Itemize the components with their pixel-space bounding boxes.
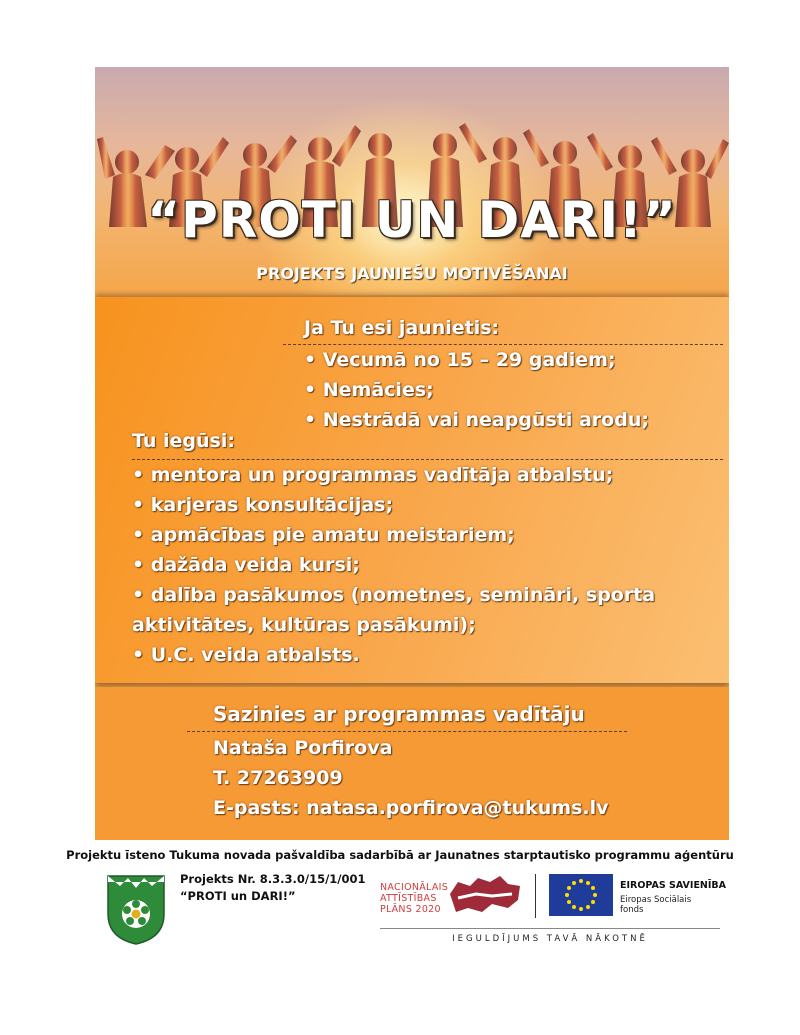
eu-sub-line: Eiropas Sociālais [620,895,692,905]
eu-flag-icon [549,874,613,916]
poster [95,67,729,840]
benefits-heading: Tu iegūsi: [132,430,235,452]
benefit-item: • dažāda veida kursi; [132,554,360,576]
conditions-heading: Ja Tu esi jaunietis: [304,317,500,339]
divider [283,344,723,345]
condition-item: • Nestrādā vai neapgūsti arodu; [304,409,649,431]
nap-line: PLĀNS 2020 [380,904,441,915]
project-number: Projekts Nr. 8.3.3.0/15/1/001 [180,872,366,886]
condition-item: • Nemācies; [304,379,434,401]
contact-panel [95,687,729,840]
contact-heading: Sazinies ar programmas vadītāju [213,702,585,726]
nap-line: NACIONĀLAIS [380,882,449,893]
contact-name: Nataša Porfirova [213,737,393,759]
nap-line: ATTĪSTĪBAS [380,893,437,904]
divider [132,459,723,460]
condition-item: • Vecumā no 15 – 29 gadiem; [304,349,616,371]
benefit-item: aktivitātes, kultūras pasākumi); [132,614,476,636]
divider [535,874,536,918]
project-info [180,871,366,905]
benefit-item: • karjeras konsultācijas; [132,494,394,516]
divider [380,928,720,929]
eu-title: EIROPAS SAVIENĪBA [620,880,727,891]
info-panel [95,297,729,683]
eu-sub-line: fonds [620,905,644,915]
hero-banner [95,67,729,295]
coat-of-arms-icon [106,874,166,946]
benefit-item: • dalība pasākumos (nometnes, semināri, sporta [132,584,656,606]
slogan: IEGULDĪJUMS TAVĀ NĀKOTNĒ [452,934,648,944]
benefit-item: • U.C. veida atbalsts. [132,644,360,666]
contact-phone: T. 27263909 [213,767,343,789]
nap-logo-text [380,882,448,915]
footer-credit: Projektu īsteno Tukuma novada pašvaldība sadarbībā ar Jaunatnes starptautisko programmu aģentūru [66,848,734,862]
latvia-map-logo-icon [448,872,522,918]
benefit-item: • apmācības pie amatu meistariem; [132,524,515,546]
poster-title: “PROTI UN DARI!” [147,191,677,249]
contact-email[interactable]: E-pasts: natasa.porfirova@tukums.lv [213,797,609,819]
benefit-item: • mentora un programmas vadītāja atbalstu; [132,464,614,486]
poster-subtitle: PROJEKTS JAUNIEŠU MOTIVĒŠANAI [256,264,568,283]
divider [187,731,627,732]
project-name: “PROTI un DARI!” [180,889,296,903]
eu-subtitle [620,895,720,915]
